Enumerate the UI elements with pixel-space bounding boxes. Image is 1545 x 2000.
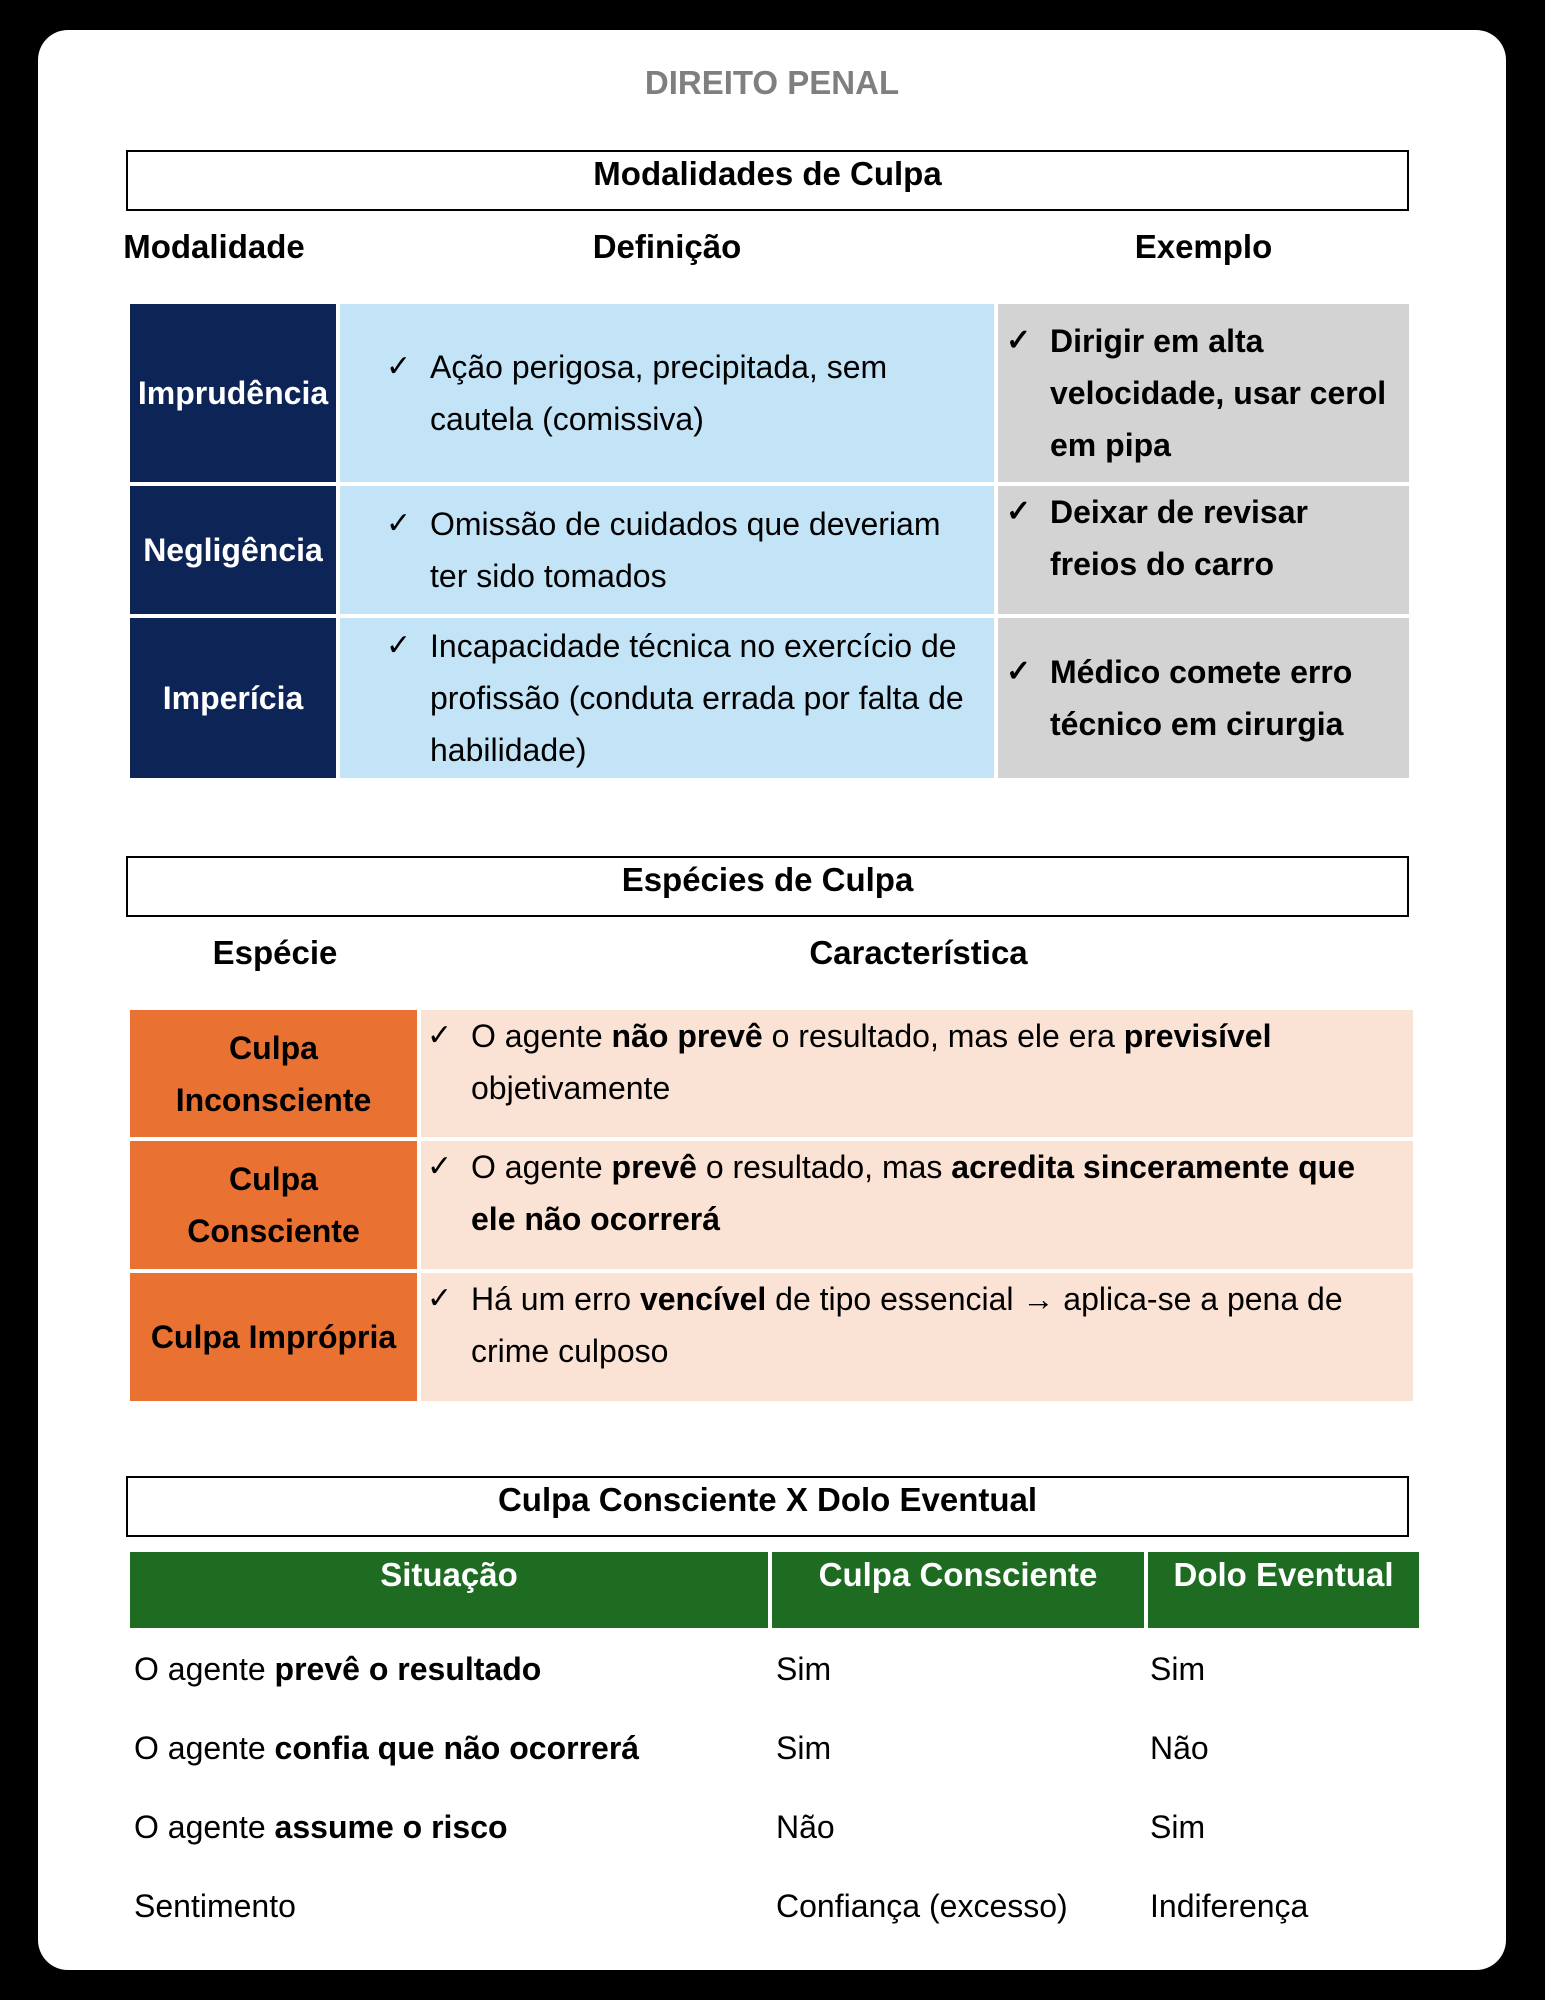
modalidade-name: Imperícia [130,618,336,778]
especie-caracteristica: ✓ Há um erro vencível de tipo essencial → aplica-se a pena de crime culposo [421,1273,1413,1401]
modalidade-name: Negligência [130,486,336,614]
culpa-consciente-cell: Sim [776,1730,832,1766]
comparacao-table [130,1630,1415,1946]
culpa-consciente-cell: Sim [776,1651,832,1687]
page-header: DIREITO PENAL [644,64,900,101]
check-icon: ✓ [1006,324,1032,357]
check-icon: ✓ [427,1150,453,1183]
col-head-caracteristica: Característica [809,934,1028,971]
dolo-eventual-cell: Sim [1150,1809,1206,1845]
modalidade-exemplo: ✓ Médico comete erro técnico em cirurgia [998,618,1409,778]
col-head-definicao: Definição [592,228,742,265]
col-head-situacao: Situação [130,1552,768,1628]
check-icon: ✓ [386,629,412,662]
check-icon: ✓ [1006,655,1032,688]
comparacao-title: Culpa Consciente X Dolo Eventual [126,1476,1409,1537]
especie-caracteristica: ✓ O agente prevê o resultado, mas acredita sinceramente que ele não ocorrerá [421,1141,1413,1269]
document-page [38,30,1506,1970]
especie-name: Culpa Imprópria [130,1273,417,1401]
col-head-culpa-consciente: Culpa Consciente [772,1552,1144,1628]
col-head-especie: Espécie [212,934,338,971]
situacao-cell: O agente assume o risco [134,1809,508,1845]
modalidade-definicao: ✓ Incapacidade técnica no exercício de profissão (conduta errada por falta de habilidade) [340,618,994,778]
culpa-consciente-cell: Não [776,1809,835,1845]
check-icon: ✓ [427,1282,453,1315]
modalidade-exemplo: ✓ Dirigir em alta velocidade, usar cerol em pipa [998,304,1409,482]
dolo-eventual-cell: Indiferença [1150,1888,1309,1924]
modalidade-definicao: ✓ Omissão de cuidados que deveriam ter sido tomados [340,486,994,614]
modalidades-table [130,304,1413,778]
especie-caracteristica: ✓ O agente não prevê o resultado, mas ele era previsível objetivamente [421,1010,1413,1137]
check-icon: ✓ [1006,495,1032,528]
modalidade-definicao: ✓ Ação perigosa, precipitada, sem cautela (comissiva) [340,304,994,482]
dolo-eventual-cell: Não [1150,1730,1209,1766]
comparacao-header-row [130,1552,1415,1628]
especie-name: Culpa Consciente [130,1141,417,1269]
check-icon: ✓ [386,507,412,540]
modalidades-title: Modalidades de Culpa [126,150,1409,211]
dolo-eventual-cell: Sim [1150,1651,1206,1687]
especies-table [130,1010,1413,1401]
culpa-consciente-cell: Confiança (excesso) [776,1888,1068,1924]
col-head-modalidade: Modalidade [123,228,305,265]
modalidade-exemplo: ✓ Deixar de revisar freios do carro [998,486,1409,614]
especies-title: Espécies de Culpa [126,856,1409,917]
col-head-dolo-eventual: Dolo Eventual [1148,1552,1419,1628]
col-head-exemplo: Exemplo [1134,228,1273,265]
modalidade-name: Imprudência [130,304,336,482]
check-icon: ✓ [386,350,412,383]
check-icon: ✓ [427,1019,453,1052]
especie-name: Culpa Inconsciente [130,1010,417,1137]
situacao-cell: Sentimento [134,1888,296,1924]
situacao-cell: O agente confia que não ocorrerá [134,1730,640,1766]
situacao-cell: O agente prevê o resultado [134,1651,542,1687]
